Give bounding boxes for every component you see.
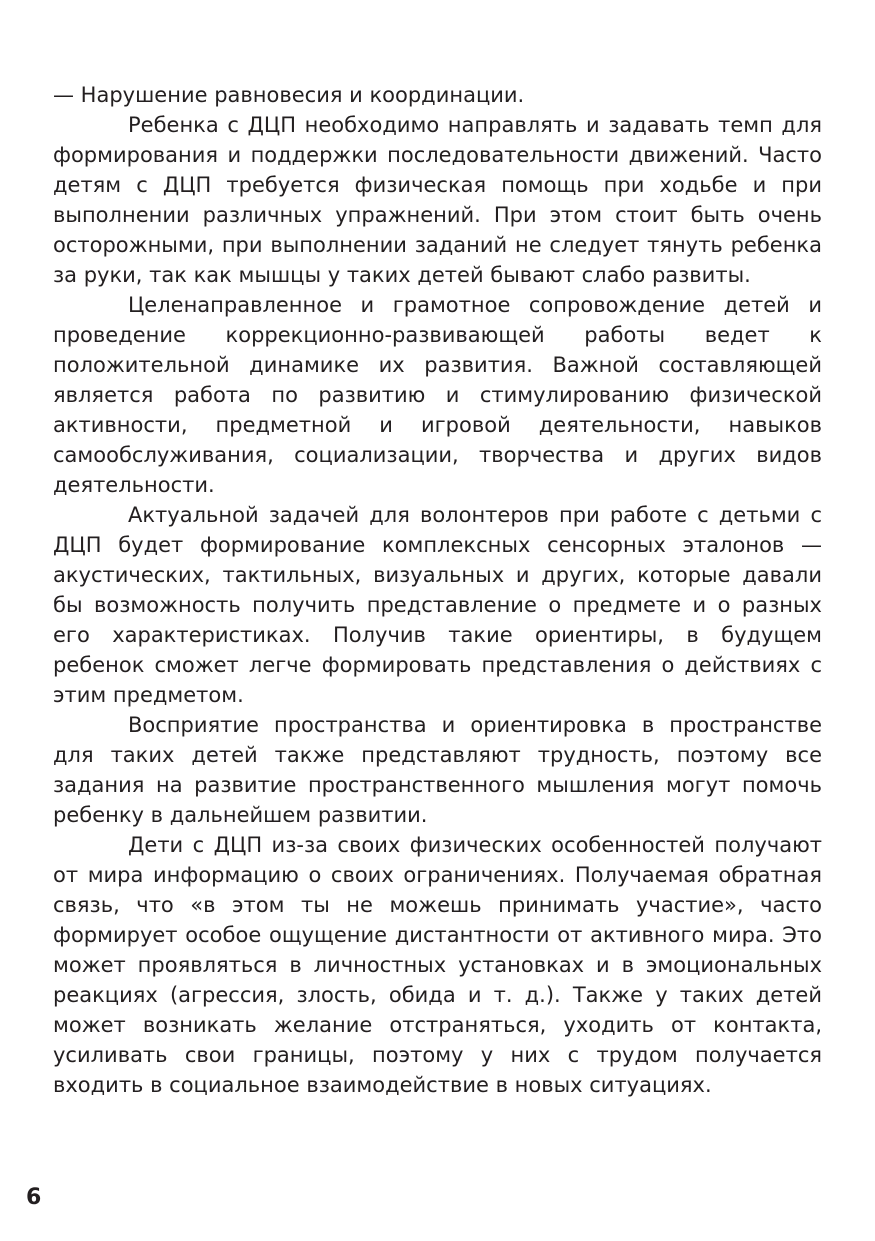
body-text — [53, 80, 822, 1100]
paragraph-guidance: Ребенка с ДЦП необходимо направлять и задавать темп для формирования и поддержки последовательности движений. Часто детям с ДЦП требуется физическая помощь при ходьбе и при выполнении различных упражнений. При этом стоит быть очень осторожными, при выполнении заданий не следует тянуть ребенка за руки, так как мышцы у таких детей бывают слабо развиты. — [53, 113, 822, 287]
paragraph-sensory: Актуальной задачей для волонтеров при работе с детьми с ДЦП будет формирование комплексных сенсорных эталонов — акустических, тактильных, визуальных и других, которые давали бы возможность получить представление о предмете и о разных его характеристиках. Получив такие ориентиры, в будущем ребенок сможет легче формировать представления о действиях с этим предметом. — [53, 503, 822, 707]
page-number: 6 — [26, 1185, 42, 1210]
paragraph-support: Целенаправленное и грамотное сопровождение детей и проведение коррекционно-развивающей работы ведет к положительной динамике их развития. Важной составляющей является работа по развитию и стимулированию физической активности, предметной и игровой деятельности, навыков самообслуживания, социализации, творчества и других видов деятельности. — [53, 293, 822, 497]
paragraph-social: Дети с ДЦП из-за своих физических особенностей получают от мира информацию о своих ограничениях. Получаемая обратная связь, что «в этом ты не можешь принимать участие», часто формирует особое ощущение дистантности от активного мира. Это может проявляться в личностных установках и в эмоциональных реакциях (агрессия, злость, обида и т. д.). Также у таких детей может возникать желание отстраняться, уходить от контакта, усиливать свои границы, поэтому у них с трудом получается входить в социальное взаимодействие в новых ситуациях. — [53, 833, 822, 1097]
list-item-balance: — Нарушение равновесия и координации. — [53, 83, 525, 107]
paragraph-spatial: Восприятие пространства и ориентировка в пространстве для таких детей также представляют трудность, поэтому все задания на развитие пространственного мышления могут помочь ребенку в дальнейшем развитии. — [53, 713, 822, 827]
